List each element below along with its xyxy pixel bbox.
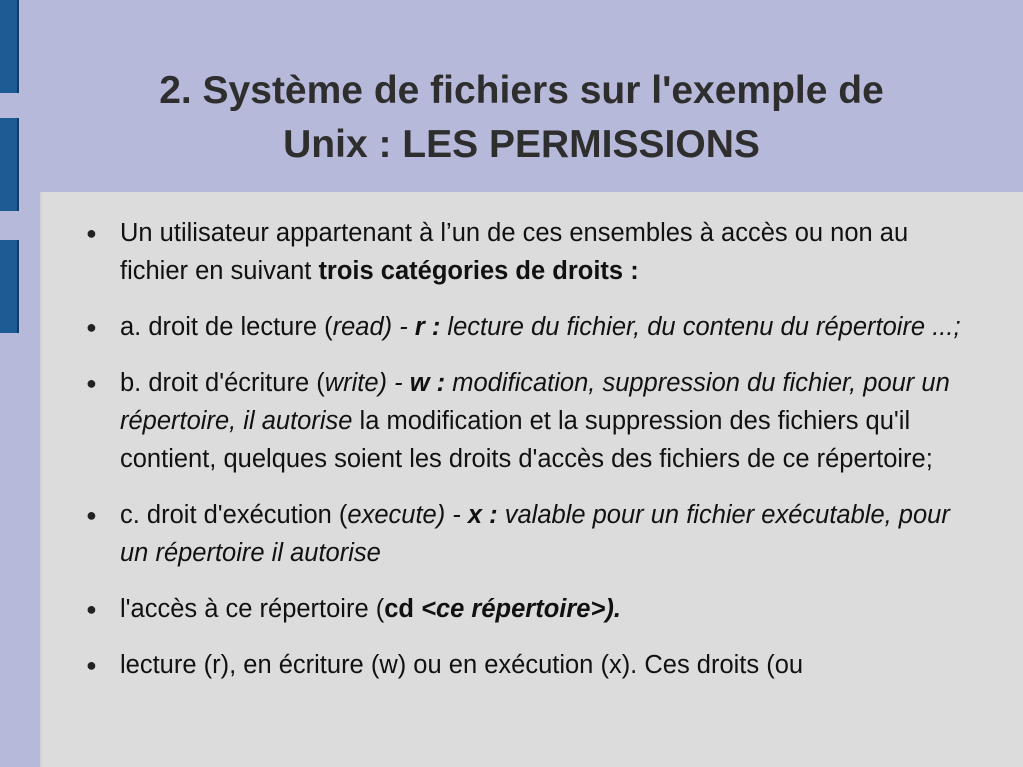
bullet-icon: ●	[86, 317, 97, 337]
bullet-icon: ●	[86, 655, 97, 675]
slide-title	[20, 64, 1023, 172]
side-accent-bar-1	[0, 0, 19, 93]
item-text-bold-italic: w :	[409, 369, 446, 397]
bullet-icon: ●	[86, 599, 97, 619]
item-text-bold: cd	[384, 595, 422, 623]
bullet-icon: ●	[86, 505, 97, 525]
item-text: la modification et la suppression des fichiers qu'il contient, quelques soient les droits d'accès des fichiers de ce répertoire;	[120, 407, 933, 473]
item-text: lecture (r), en écriture (w) ou en exécution (x). Ces droits (ou	[120, 651, 804, 679]
item-text-italic: valable pour un fichier exécutable, pour un répertoire il autorise	[120, 501, 950, 567]
item-text: Un utilisateur appartenant à l’un de ces ensembles à accès ou non au fichier en suivant	[120, 219, 909, 285]
list-item	[84, 364, 964, 478]
title-line-2: Unix : LES PERMISSIONS	[283, 123, 760, 166]
item-text-italic: read) -	[332, 313, 415, 341]
side-accent-bar-2	[0, 118, 19, 211]
list-item	[84, 308, 964, 346]
item-text-italic: modification, suppression du fichier, pour un répertoire, il autorise	[120, 369, 950, 435]
item-text: a. droit de lecture (	[120, 313, 333, 341]
list-item	[84, 214, 964, 290]
item-text-italic: execute) -	[347, 501, 468, 529]
item-text-italic: write) -	[324, 369, 410, 397]
bullet-icon: ●	[86, 373, 97, 393]
list-item	[84, 496, 964, 572]
list-item	[84, 590, 964, 628]
list-item	[84, 646, 964, 684]
bullet-icon: ●	[86, 223, 97, 243]
bullet-list	[84, 214, 964, 702]
item-text: l'accès à ce répertoire (	[120, 595, 385, 623]
item-text: b. droit d'écriture (	[120, 369, 325, 397]
side-accent-bar-3	[0, 240, 19, 333]
item-text-bold-italic: <ce répertoire>).	[421, 595, 621, 623]
item-text-bold-italic: r :	[414, 313, 441, 341]
item-text-bold: trois catégories de droits :	[318, 257, 639, 285]
item-text-italic: lecture du fichier, du contenu du répertoire ...;	[440, 313, 961, 341]
item-text-bold-italic: x :	[467, 501, 498, 529]
content-panel	[42, 192, 1023, 767]
item-text: c. droit d'exécution (	[120, 501, 348, 529]
title-line-1: 2. Système de fichiers sur l'exemple de	[159, 69, 884, 112]
